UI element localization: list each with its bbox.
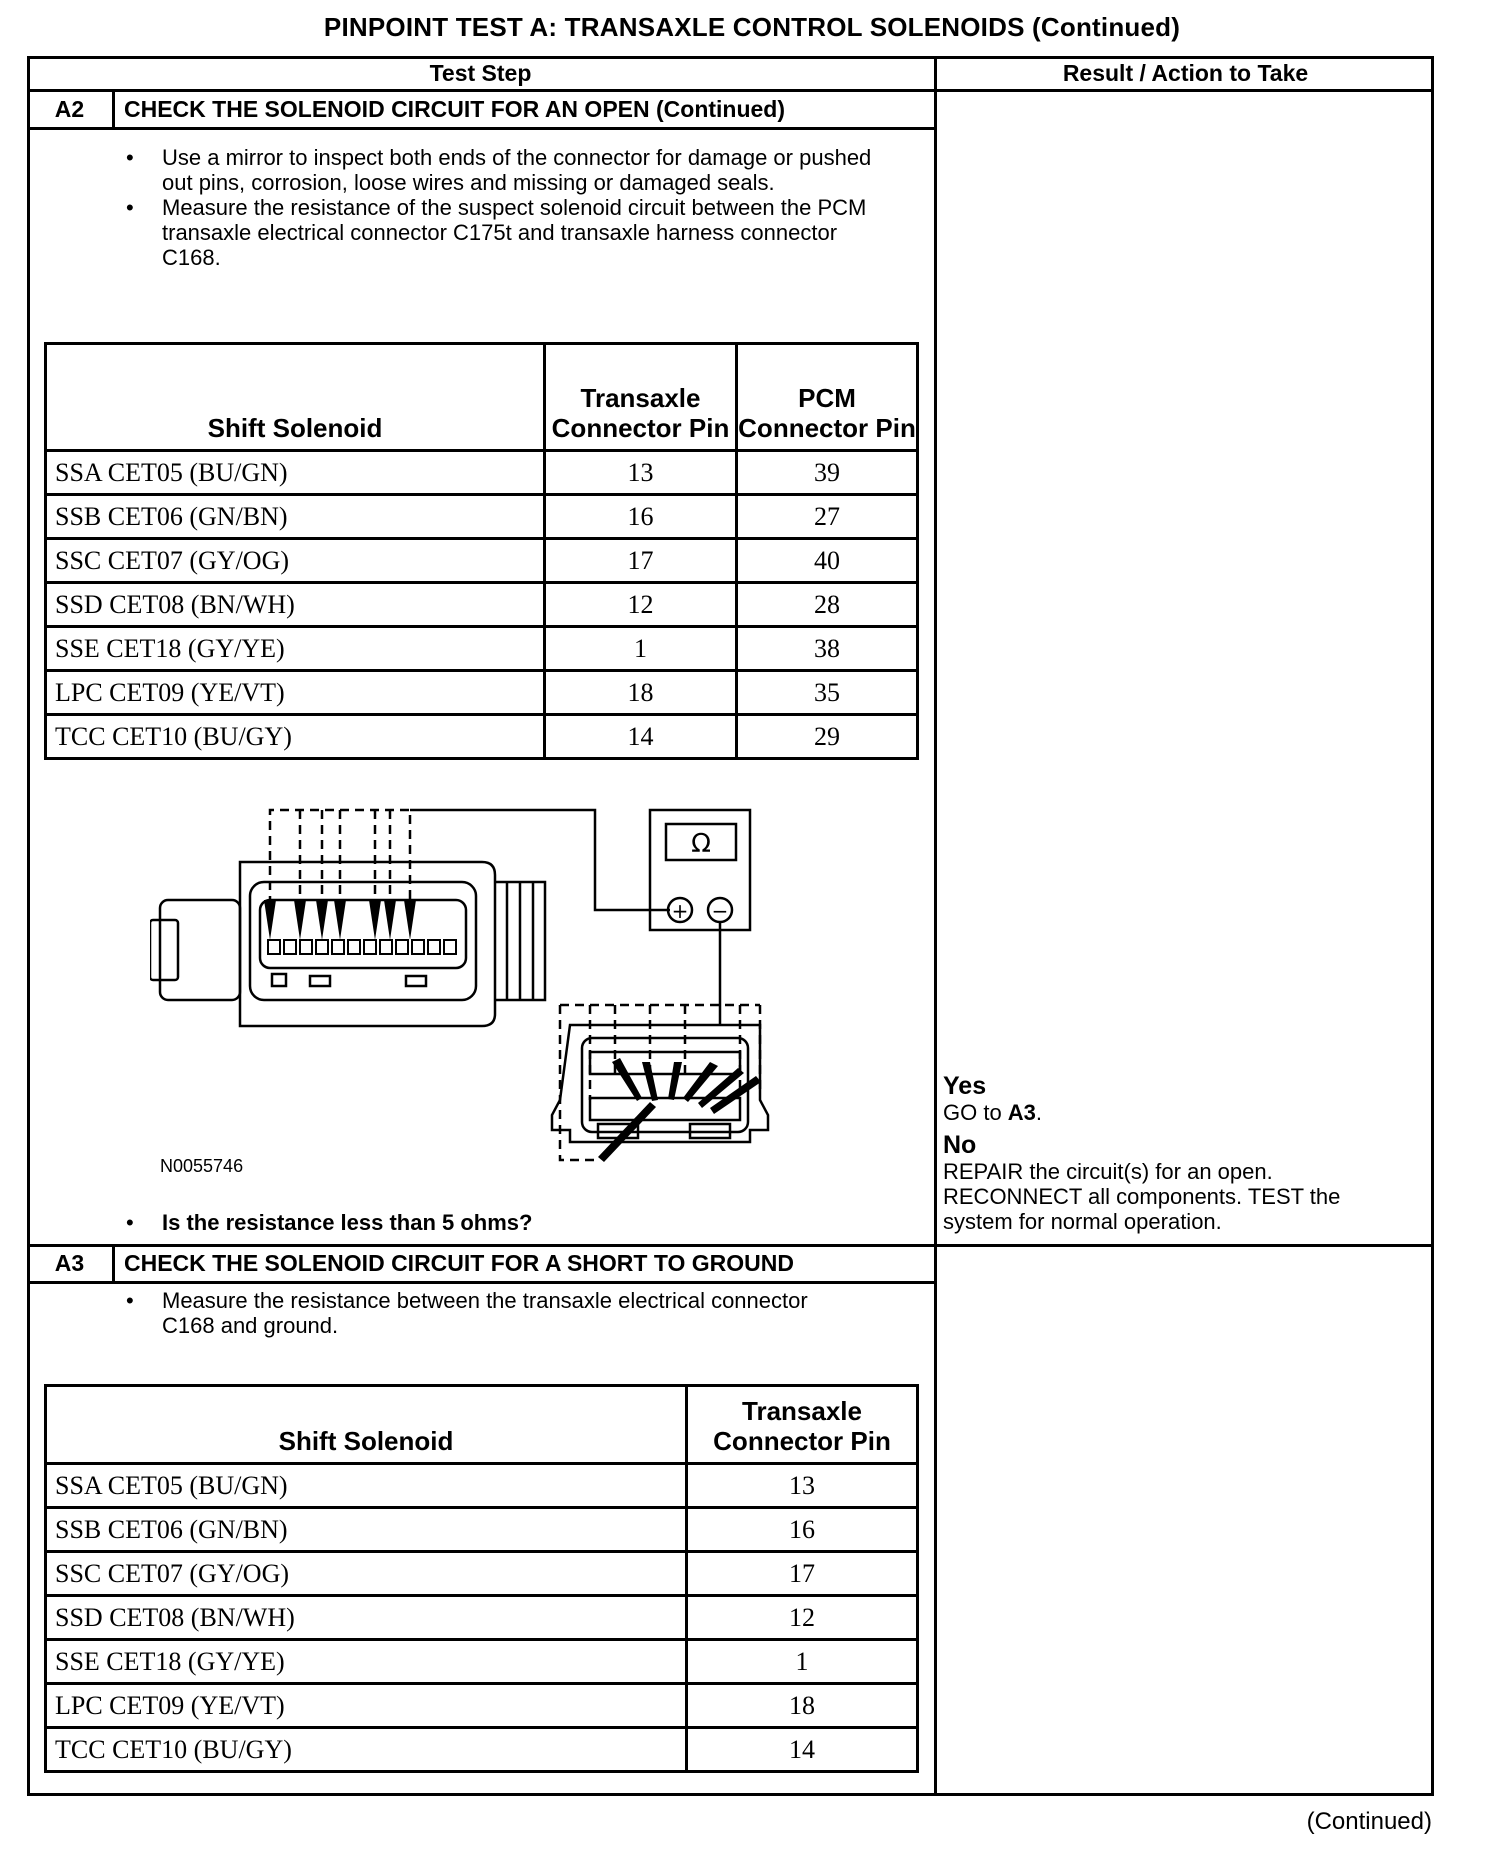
pcm-pin: 38 [737, 627, 918, 671]
table-row [46, 451, 918, 495]
solenoid-name: SSB CET06 (GN/BN) [46, 495, 545, 539]
table-row [46, 1552, 918, 1596]
yes-end: . [1035, 1100, 1043, 1125]
step-a3-instructions [126, 1288, 856, 1338]
step-a3-title: CHECK THE SOLENOID CIRCUIT FOR A SHORT TO GROUND [124, 1250, 794, 1276]
list-item: • Use a mirror to inspect both ends of the connector for damage or pushed out pins, corrosion, loose wires and missing or damaged seals. [126, 145, 896, 195]
solenoid-name: SSB CET06 (GN/BN) [46, 1508, 687, 1552]
pcm-probe-tips [598, 1058, 761, 1162]
header-result: Result / Action to Take [1062, 60, 1309, 86]
table-row [46, 1464, 918, 1508]
transaxle-pin: 18 [687, 1684, 918, 1728]
pcm-pin: 40 [737, 539, 918, 583]
solenoid-name: SSE CET18 (GY/YE) [46, 627, 545, 671]
table-row [46, 1596, 918, 1640]
pcm-pin: 29 [737, 715, 918, 759]
table-row [46, 715, 918, 759]
solenoid-name: SSD CET08 (BN/WH) [46, 583, 545, 627]
transaxle-pin: 14 [545, 715, 737, 759]
solenoid-name: SSD CET08 (BN/WH) [46, 1596, 687, 1640]
transaxle-pin: 16 [687, 1508, 918, 1552]
solenoid-name: SSA CET05 (BU/GN) [46, 451, 545, 495]
table-row [46, 1508, 918, 1552]
figure-code: N0055746 [160, 1156, 244, 1176]
col-header-pcm-pin: PCM Connector Pin [737, 344, 918, 451]
col-header-shift-solenoid: Shift Solenoid [46, 1386, 687, 1464]
table-row [46, 671, 918, 715]
table-row [46, 495, 918, 539]
step-a2-instructions [126, 145, 896, 270]
column-divider [934, 56, 937, 1796]
yes-text: GO to [943, 1100, 1008, 1125]
solenoid-name: SSC CET07 (GY/OG) [46, 539, 545, 583]
pcm-connector [552, 1025, 768, 1142]
solenoid-name: LPC CET09 (YE/VT) [46, 1684, 687, 1728]
yes-ref-link[interactable]: A3 [1007, 1100, 1036, 1125]
ohmmeter [650, 810, 750, 930]
transaxle-pin: 12 [545, 583, 737, 627]
solenoid-name: SSA CET05 (BU/GN) [46, 1464, 687, 1508]
a3-pin-table [44, 1384, 919, 1773]
a3-id-divider [112, 1247, 115, 1281]
pcm-pin: 28 [737, 583, 918, 627]
ohm-symbol-icon: Ω [691, 829, 711, 859]
transaxle-probe-tips [264, 900, 416, 940]
transaxle-pin-row [268, 940, 456, 954]
no-action: REPAIR the circuit(s) for an open. RECONNECT all components. TEST the system for normal operation. [943, 1159, 1341, 1234]
no-label: No [943, 1131, 977, 1159]
pcm-pin: 35 [737, 671, 918, 715]
a2-id-divider [112, 92, 115, 127]
transaxle-pin: 14 [687, 1728, 918, 1772]
pcm-pin: 27 [737, 495, 918, 539]
table-row [46, 1728, 918, 1772]
step-a3-id: A3 [54, 1250, 85, 1276]
transaxle-pin: 13 [687, 1464, 918, 1508]
solenoid-name: TCC CET10 (BU/GY) [46, 1728, 687, 1772]
transaxle-pin: 13 [545, 451, 737, 495]
list-item: • Measure the resistance of the suspect solenoid circuit between the PCM transaxle electrical connector C175t and transaxle harness connector C168. [126, 195, 896, 270]
header-rule [27, 89, 1434, 92]
col-header-transaxle-pin: Transaxle Connector Pin [545, 344, 737, 451]
list-item: • Measure the resistance between the transaxle electrical connector C168 and ground. [126, 1288, 856, 1338]
a2-pin-table [44, 342, 919, 760]
step-a2-question: • Is the resistance less than 5 ohms? [126, 1210, 532, 1236]
col-header-shift-solenoid: Shift Solenoid [46, 344, 545, 451]
page-title: PINPOINT TEST A: TRANSAXLE CONTROL SOLENOIDS (Continued) [323, 12, 1181, 42]
table-row [46, 1640, 918, 1684]
continued-note: (Continued) [1306, 1808, 1432, 1835]
solenoid-name: TCC CET10 (BU/GY) [46, 715, 545, 759]
table-row [46, 1684, 918, 1728]
connector-diagram [150, 800, 780, 1180]
pcm-pin: 39 [737, 451, 918, 495]
header-test-step: Test Step [429, 60, 532, 86]
col-header-transaxle-pin: Transaxle Connector Pin [687, 1386, 918, 1464]
a2-title-rule-top [27, 127, 936, 130]
yes-label: Yes [943, 1072, 987, 1100]
solenoid-name: SSC CET07 (GY/OG) [46, 1552, 687, 1596]
a2-a3-divider [27, 1244, 1434, 1247]
solenoid-name: LPC CET09 (YE/VT) [46, 671, 545, 715]
meter-minus-icon: − [711, 899, 729, 923]
table-row [46, 627, 918, 671]
solenoid-name: SSE CET18 (GY/YE) [46, 1640, 687, 1684]
transaxle-pin: 17 [545, 539, 737, 583]
step-a2-title: CHECK THE SOLENOID CIRCUIT FOR AN OPEN (Continued) [124, 96, 786, 122]
step-a2-result [943, 1072, 1413, 1234]
transaxle-pin: 16 [545, 495, 737, 539]
transaxle-pin: 1 [545, 627, 737, 671]
table-row [46, 583, 918, 627]
a3-title-rule [27, 1281, 936, 1284]
table-row [46, 539, 918, 583]
yes-action [943, 1100, 1413, 1125]
transaxle-pin: 17 [687, 1552, 918, 1596]
meter-plus-icon: + [671, 899, 689, 923]
transaxle-pin: 1 [687, 1640, 918, 1684]
transaxle-pin: 12 [687, 1596, 918, 1640]
step-a2-id: A2 [54, 96, 85, 122]
transaxle-pin: 18 [545, 671, 737, 715]
